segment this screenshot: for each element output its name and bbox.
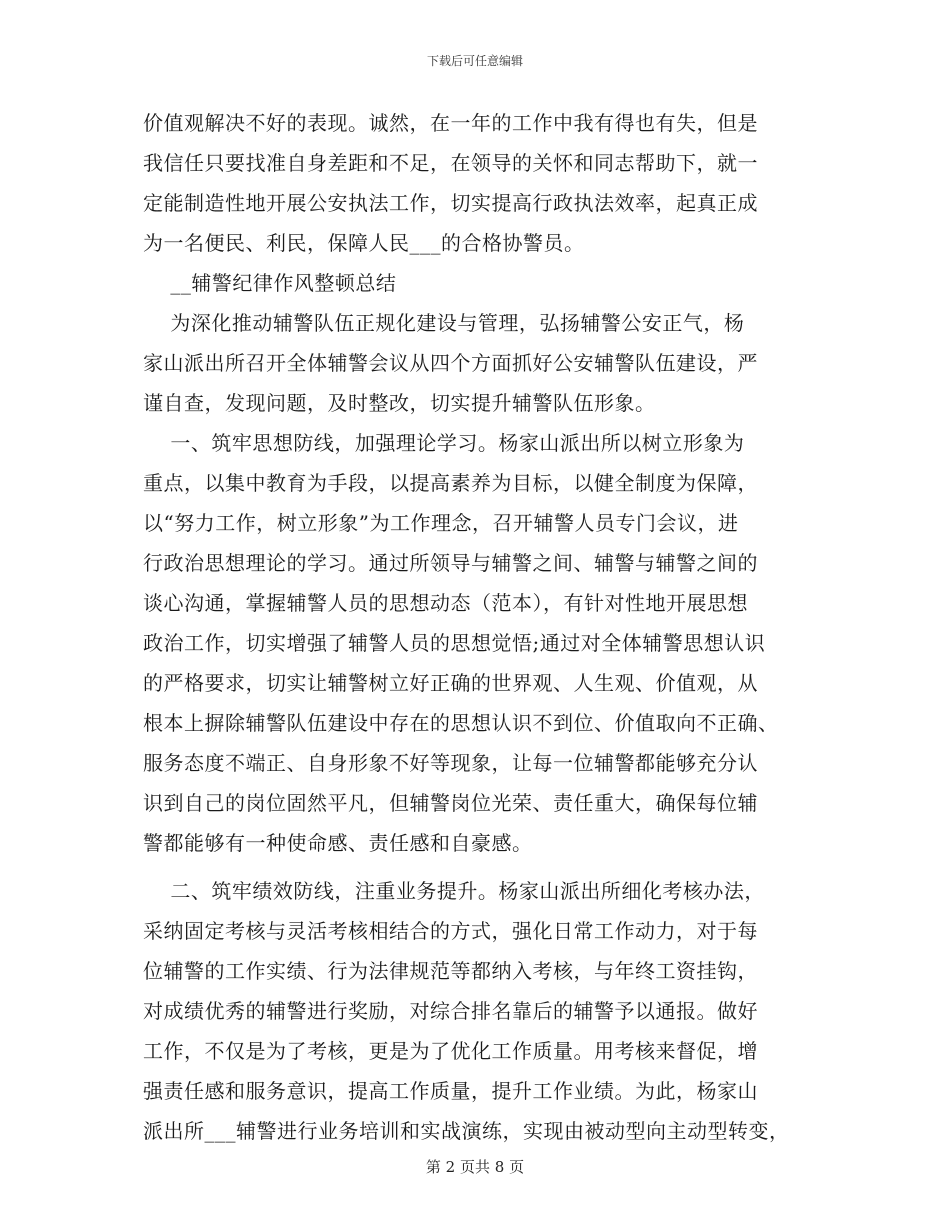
text-line: 采纳固定考核与灵活考核相结合的方式，强化日常工作动力，对于每 — [143, 919, 758, 943]
text-line: 政治工作，切实增强了辅警人员的思想觉悟;通过对全体辅警思想认识 — [143, 631, 766, 655]
page-number: 第 2 页共 8 页 — [425, 1158, 525, 1176]
text-line: 派出所___辅警进行业务培训和实战演练，实现由被动型向主动型转变， — [143, 1119, 790, 1143]
text-line: 一、筑牢思想防线，加强理论学习。杨家山派出所以树立形象为 — [143, 431, 745, 455]
text-line: 谨自查，发现问题，及时整改，切实提升辅警队伍形象。 — [143, 391, 656, 415]
text-line: 警都能够有一种使命感、责任感和自豪感。 — [143, 831, 533, 855]
text-line: 价值观解决不好的表现。诚然，在一年的工作中我有得也有失，但是 — [143, 111, 758, 135]
text-line: 行政治思想理论的学习。通过所领导与辅警之间、辅警与辅警之间的 — [143, 551, 758, 575]
page-header-note: 下载后可任意编辑 — [426, 54, 523, 68]
text-line: 我信任只要找准自身差距和不足，在领导的关怀和同志帮助下，就一 — [143, 151, 758, 175]
text-line: 的严格要求，切实让辅警树立好正确的世界观、人生观、价值观，从 — [143, 671, 758, 695]
text-line: 重点，以集中教育为手段，以提高素养为目标，以健全制度为保障， — [143, 471, 758, 495]
text-line: 对成绩优秀的辅警进行奖励，对综合排名靠后的辅警予以通报。做好 — [143, 999, 758, 1023]
text-line: 工作，不仅是为了考核，更是为了优化工作质量。用考核来督促，增 — [143, 1039, 758, 1063]
text-line: 谈心沟通，掌握辅警人员的思想动态（范本），有针对性地开展思想 — [143, 591, 748, 615]
text-line: 根本上摒除辅警队伍建设中存在的思想认识不到位、价值取向不正确、 — [143, 711, 779, 735]
text-line: 强责任感和服务意识，提高工作质量，提升工作业绩。为此，杨家山 — [143, 1079, 758, 1103]
text-line: 二、筑牢绩效防线，注重业务提升。杨家山派出所细化考核办法， — [143, 879, 765, 903]
text-line: 位辅警的工作实绩、行为法律规范等都纳入考核，与年终工资挂钩， — [143, 959, 758, 983]
text-line: 为一名便民、利民，保障人民___的合格协警员。 — [143, 231, 585, 255]
text-line: 定能制造性地开展公安执法工作，切实提高行政执法效率，起真正成 — [143, 191, 758, 215]
text-line: 识到自己的岗位固然平凡，但辅警岗位光荣、责任重大，确保每位辅 — [143, 791, 758, 815]
text-line: 家山派出所召开全体辅警会议从四个方面抓好公安辅警队伍建设，严 — [143, 351, 758, 375]
section-heading: __辅警纪律作风整顿总结 — [143, 271, 397, 295]
text-line: 以“努力工作，树立形象”为工作理念，召开辅警人员专门会议，进 — [143, 511, 739, 535]
text-line: 服务态度不端正、自身形象不好等现象，让每一位辅警都能够充分认 — [143, 751, 758, 775]
text-line: 为深化推动辅警队伍正规化建设与管理，弘扬辅警公安正气，杨 — [143, 311, 745, 335]
